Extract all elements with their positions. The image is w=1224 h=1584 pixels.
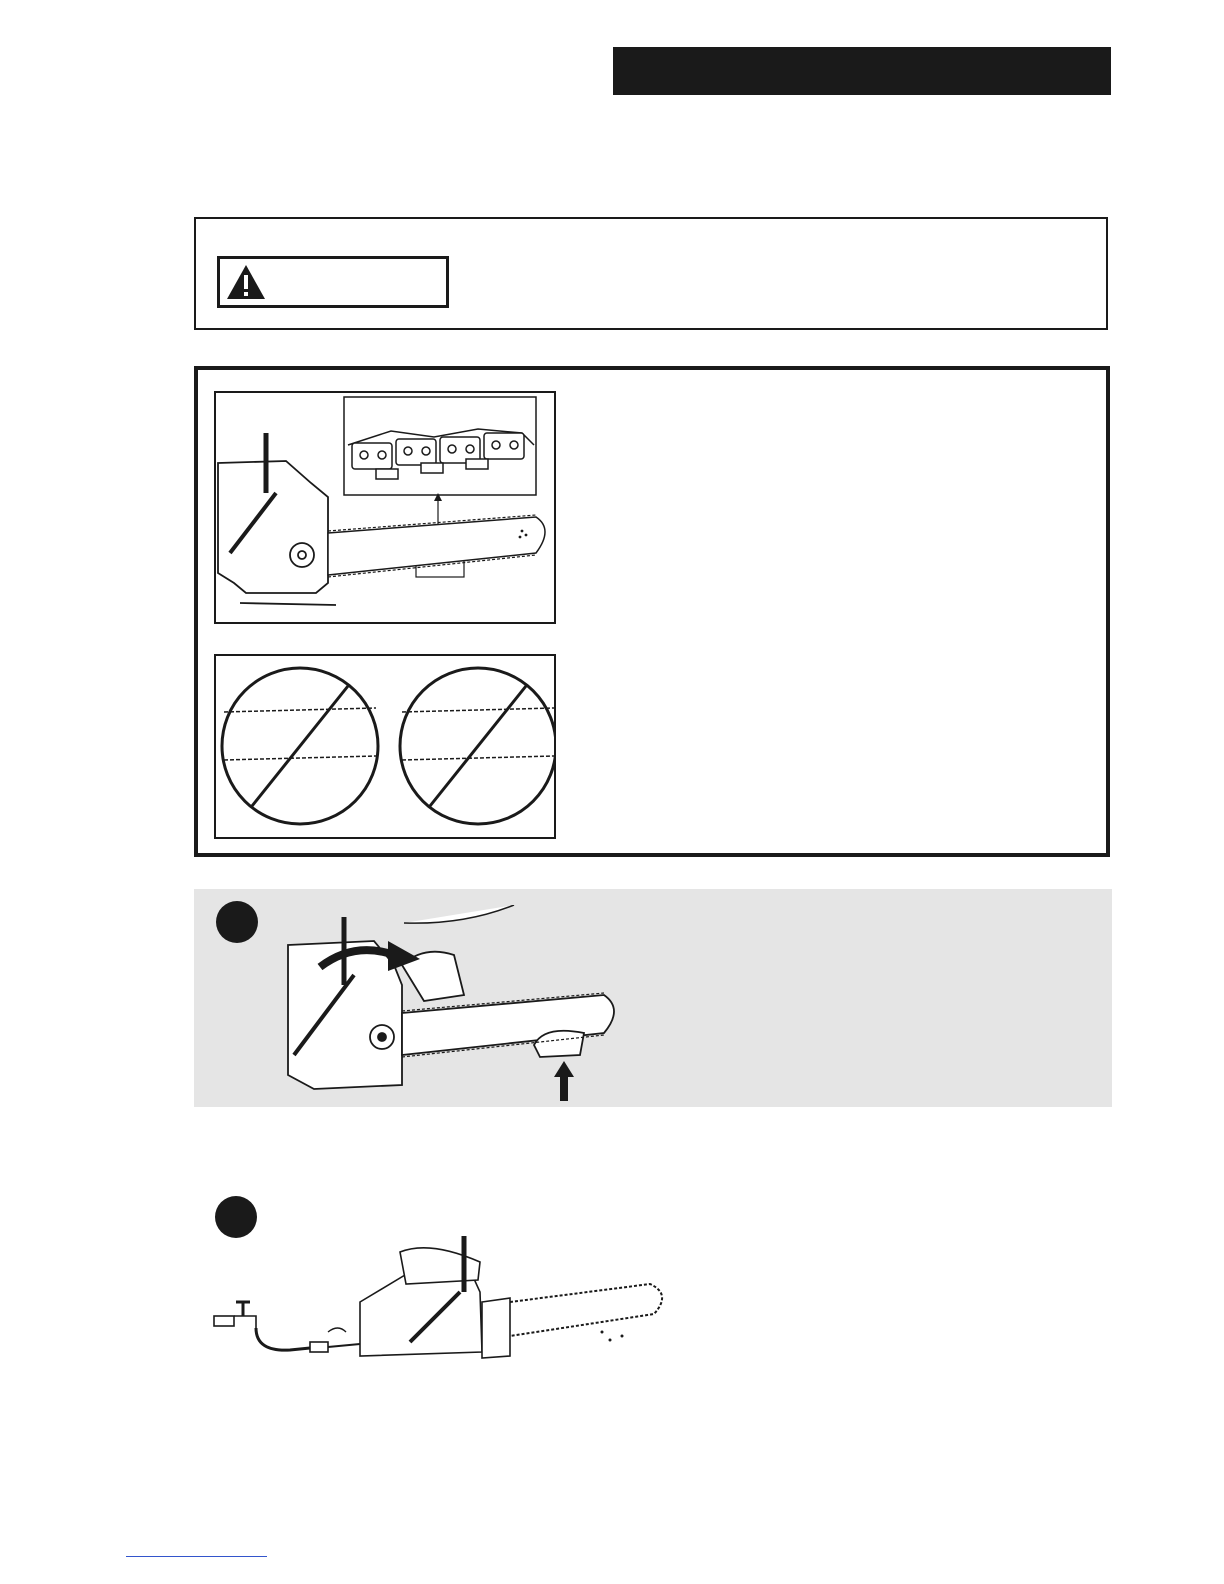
step-1-badge bbox=[216, 901, 258, 943]
footer-link-rule bbox=[126, 1556, 267, 1557]
chain-inspection-figure bbox=[214, 391, 556, 624]
water-hose-connection-figure bbox=[210, 1232, 680, 1360]
warning-triangle-icon bbox=[226, 264, 266, 300]
damaged-chain-figure bbox=[214, 654, 556, 839]
section-title-bar bbox=[613, 47, 1111, 95]
chain-tension-check-figure bbox=[284, 905, 644, 1105]
